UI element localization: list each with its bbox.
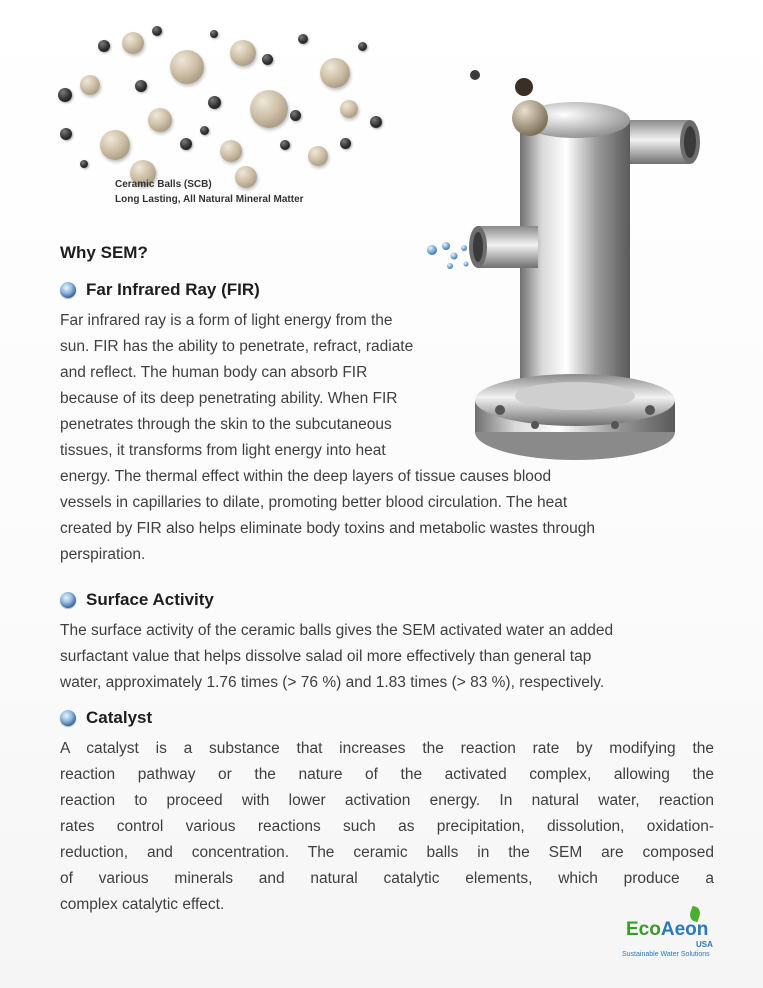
text-line: complex catalytic effect.	[60, 896, 225, 913]
catalyst-paragraph	[60, 736, 714, 918]
blue-sphere-bullet-icon	[60, 710, 76, 726]
text-line: water, approximately 1.76 times (> 76 %) and 1.83 times (> 83 %), respectively.	[60, 674, 605, 691]
text-line: and reflect. The human body can absorb FIR	[60, 364, 368, 381]
logo-usa: USA	[696, 940, 713, 949]
text-line: Far infrared ray is a form of light energy from the	[60, 312, 393, 329]
text-line: A catalyst is a substance that increases the reaction rate by modifying the	[60, 740, 714, 757]
image-caption	[115, 177, 304, 207]
text-line: The surface activity of the ceramic balls gives the SEM activated water an added	[60, 622, 614, 639]
page-heading: Why SEM?	[60, 243, 148, 262]
text-line: because of its deep penetrating ability. When FIR	[60, 390, 398, 407]
fir-paragraph	[60, 308, 595, 568]
text-line: created by FIR also helps eliminate body toxins and metabolic wastes through	[60, 520, 596, 537]
ecoaeon-logo	[620, 905, 740, 965]
text-line: of various minerals and natural catalytic elements, which produce a	[60, 870, 714, 887]
text-line: reduction, and concentration. The ceramic balls in the SEM are composed	[60, 844, 714, 861]
logo-eco: Eco	[626, 919, 661, 940]
text-line: energy. The thermal effect within the deep layers of tissue causes blood	[60, 468, 552, 485]
text-line: reaction pathway or the nature of the activated complex, allowing the	[60, 766, 714, 783]
section-heading-fir	[60, 280, 260, 300]
text-line: sun. FIR has the ability to penetrate, refract, radiate	[60, 338, 414, 355]
text-line: penetrates through the skin to the subcutaneous	[60, 416, 392, 433]
text-line: surfactant value that helps dissolve salad oil more effectively than general tap	[60, 648, 592, 665]
text-line: rates control various reactions such as precipitation, dissolution, oxidation-	[60, 818, 714, 835]
logo-tagline: Sustainable Water Solutions	[622, 951, 710, 958]
ceramic-balls-image	[40, 20, 400, 190]
section-heading-catalyst	[60, 708, 152, 728]
text-line: tissues, it transforms from light energy into heat	[60, 442, 386, 459]
text-line: vessels in capillaries to dilate, promoting better blood circulation. The heat	[60, 494, 568, 511]
logo-wordmark	[626, 919, 708, 941]
blue-sphere-bullet-icon	[60, 282, 76, 298]
logo-aeon: Aeon	[660, 919, 709, 940]
section-heading-surface-activity	[60, 590, 214, 610]
blue-sphere-bullet-icon	[60, 592, 76, 608]
text-line: perspiration.	[60, 546, 146, 563]
section-title: Surface Activity	[86, 590, 214, 609]
caption-line-2: Long Lasting, All Natural Mineral Matter	[115, 194, 304, 205]
text-line: reaction to proceed with lower activation energy. In natural water, reaction	[60, 792, 714, 809]
caption-line-1: Ceramic Balls (SCB)	[115, 179, 212, 190]
section-title: Far Infrared Ray (FIR)	[86, 280, 260, 299]
surface-activity-paragraph	[60, 618, 613, 696]
section-title: Catalyst	[86, 708, 153, 727]
